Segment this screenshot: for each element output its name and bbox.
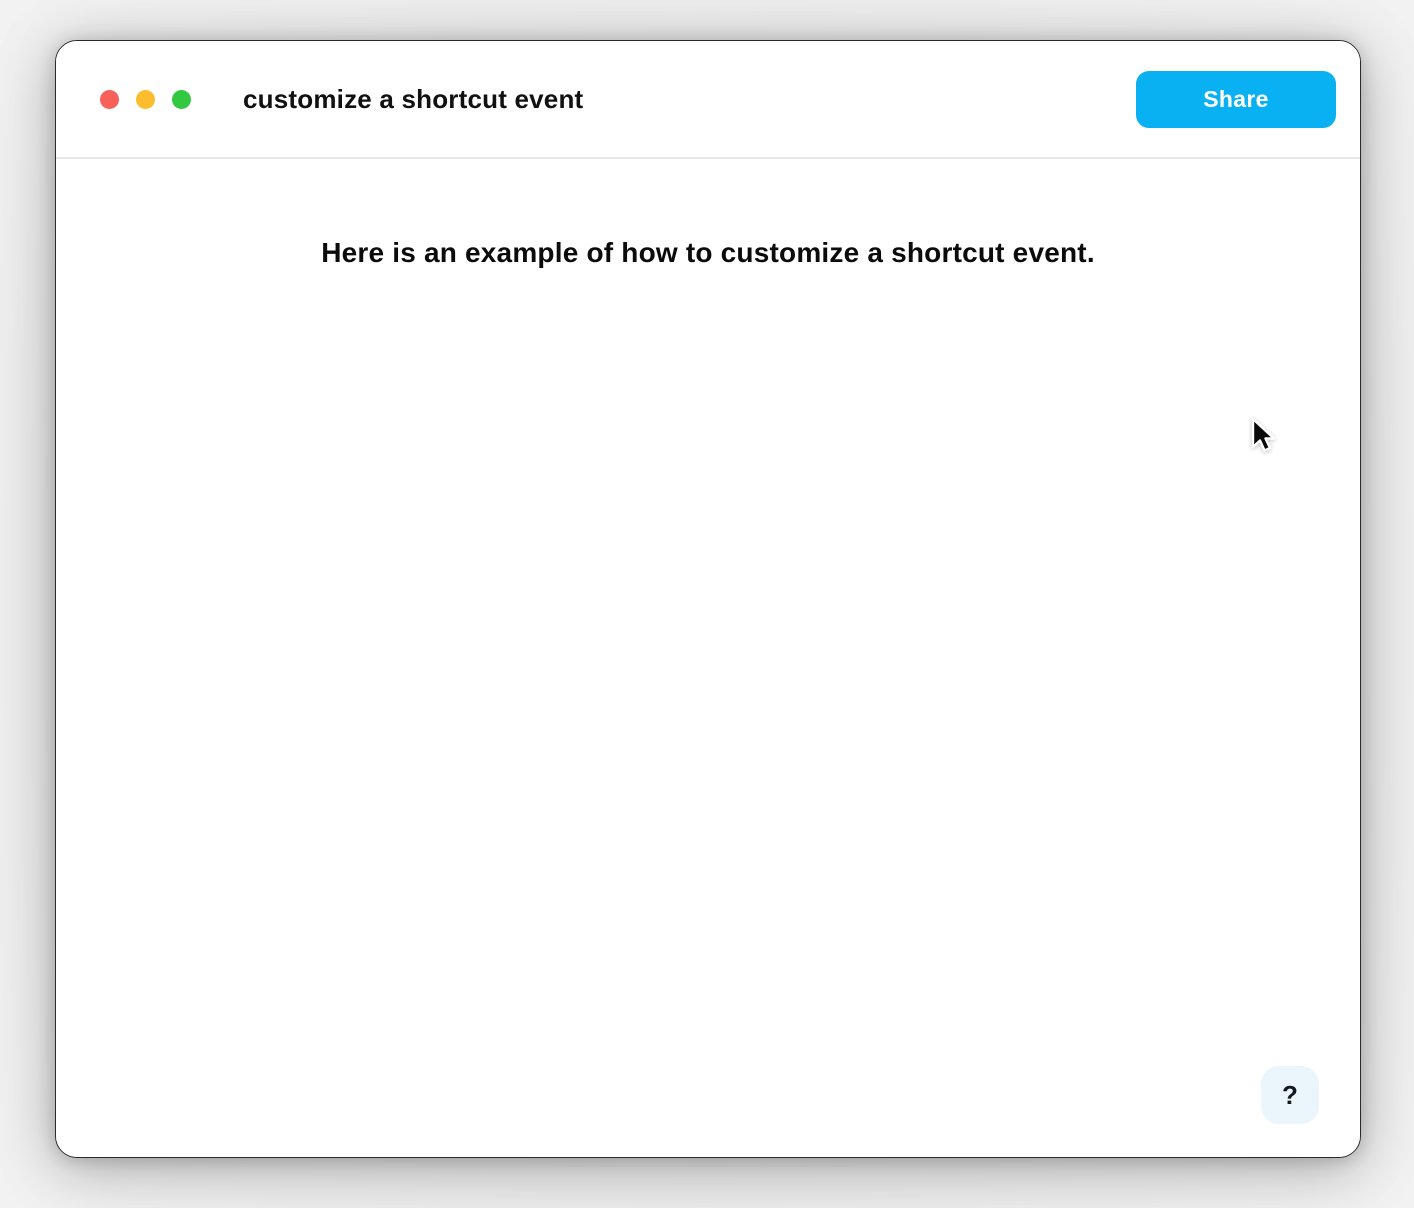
- close-window-button[interactable]: [100, 90, 119, 109]
- content-message: Here is an example of how to customize a shortcut event.: [321, 237, 1095, 268]
- content-area: [56, 159, 1360, 1157]
- help-button[interactable]: ?: [1261, 1066, 1319, 1124]
- share-button[interactable]: Share: [1136, 71, 1336, 128]
- traffic-lights: [100, 90, 191, 109]
- window-title: customize a shortcut event: [243, 83, 584, 114]
- app-window: [55, 40, 1361, 1158]
- titlebar: [56, 41, 1360, 159]
- minimize-window-button[interactable]: [136, 90, 155, 109]
- zoom-window-button[interactable]: [172, 90, 191, 109]
